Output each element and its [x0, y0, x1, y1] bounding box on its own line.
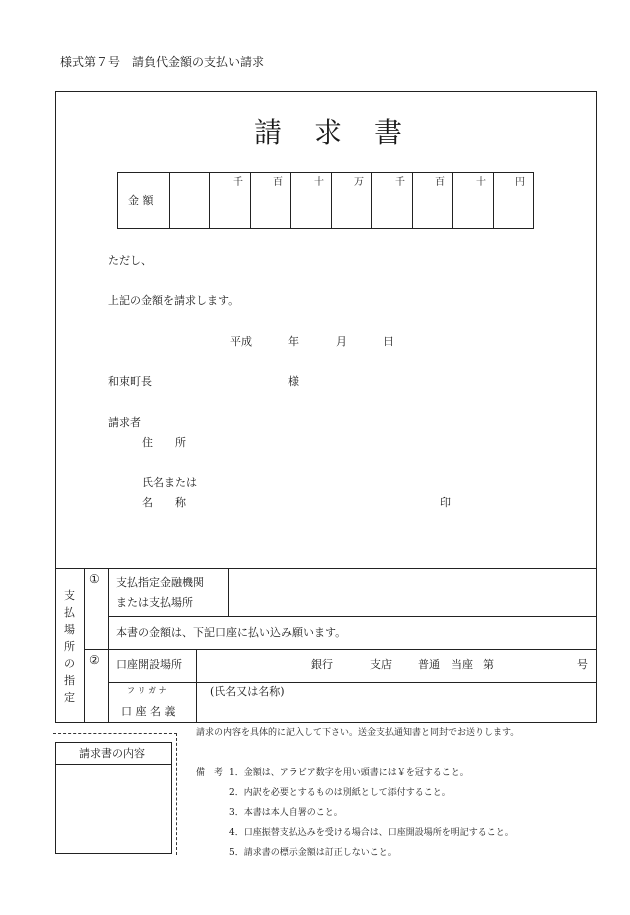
unit-ten-1: 十: [314, 177, 324, 188]
recipient-label: 和束町長: [108, 375, 152, 388]
account-type-options[interactable]: 普通 当座: [418, 658, 473, 671]
institution-label-line2: または支払場所: [116, 596, 193, 609]
side-char-5: の: [64, 657, 75, 670]
claimant-label: 請求者: [108, 416, 141, 429]
unit-hundred-1: 百: [273, 177, 283, 188]
note-item-1: 1．金額は、アラビア数字を用い頭書には￥を冠すること。: [229, 768, 469, 778]
unit-man: 万: [354, 177, 364, 188]
unit-thousand-2: 千: [395, 177, 405, 188]
transfer-note: 本書の金額は、下記口座に払い込み願います。: [116, 626, 347, 639]
unit-ten-2: 十: [476, 177, 486, 188]
address-field[interactable]: [215, 430, 515, 452]
unit-thousand-1: 千: [233, 177, 243, 188]
side-char-3: 場: [64, 623, 75, 636]
date-year: 年: [288, 335, 299, 348]
content-box-field[interactable]: [56, 765, 171, 853]
instruction-text: 請求の内容を具体的に記入して下さい。送金支払通知書と同封でお送りします。: [196, 728, 520, 738]
branch-suffix: 支店: [370, 658, 392, 671]
name-field[interactable]: [215, 490, 425, 512]
account-name-field[interactable]: [197, 700, 596, 722]
note-item-3: 3．本書は本人自署のこと。: [229, 808, 343, 818]
circle-one: ①: [89, 572, 100, 586]
side-char-7: 定: [64, 691, 75, 704]
account-number-suffix: 号: [577, 658, 588, 671]
name-label-line2: 名 称: [142, 496, 186, 509]
honorific: 様: [288, 375, 299, 388]
bank-place-label: 口座開設場所: [116, 658, 182, 671]
account-name-hint: (氏名又は名称): [210, 685, 285, 698]
unit-hundred-2: 百: [435, 177, 445, 188]
bank-suffix: 銀行: [311, 658, 333, 671]
side-char-4: 所: [64, 640, 75, 653]
content-box-title: 請求書の内容: [79, 747, 145, 760]
document-title: 請 求 書: [254, 116, 405, 149]
account-name-label: 口 座 名 義: [121, 705, 176, 718]
amount-label: 金 額: [128, 194, 154, 207]
side-char-2: 払: [64, 606, 75, 619]
date-era: 平成: [230, 335, 252, 348]
account-number-prefix: 第: [483, 658, 494, 671]
side-char-6: 指: [64, 674, 75, 687]
side-char-1: 支: [64, 589, 75, 602]
name-label-line1: 氏名または: [142, 476, 197, 489]
form-title: 様式第７号 請負代金額の支払い請求: [60, 55, 265, 69]
seal-mark: 印: [440, 496, 451, 509]
institution-field[interactable]: [229, 569, 596, 615]
note-item-4: 4．口座振替支払込みを受ける場合は、口座開設場所を明記すること。: [229, 828, 514, 838]
date-month: 月: [336, 335, 347, 348]
notes-label: 備 考: [196, 768, 224, 778]
claim-statement: 上記の金額を請求します。: [108, 294, 240, 307]
date-day: 日: [383, 335, 394, 348]
amount-digit-cell[interactable]: [169, 173, 209, 228]
tadashi-text: ただし、: [108, 254, 152, 267]
note-item-2: 2．内訳を必要とするものは別紙として添付すること。: [229, 788, 451, 798]
institution-label-line1: 支払指定金融機関: [116, 576, 204, 589]
note-item-5: 5．請求書の標示金額は訂正しないこと。: [229, 848, 397, 858]
address-label: 住 所: [142, 436, 186, 449]
furigana-label: フ リ ガ ナ: [127, 686, 167, 695]
circle-two: ②: [89, 653, 100, 667]
unit-yen: 円: [515, 177, 525, 188]
